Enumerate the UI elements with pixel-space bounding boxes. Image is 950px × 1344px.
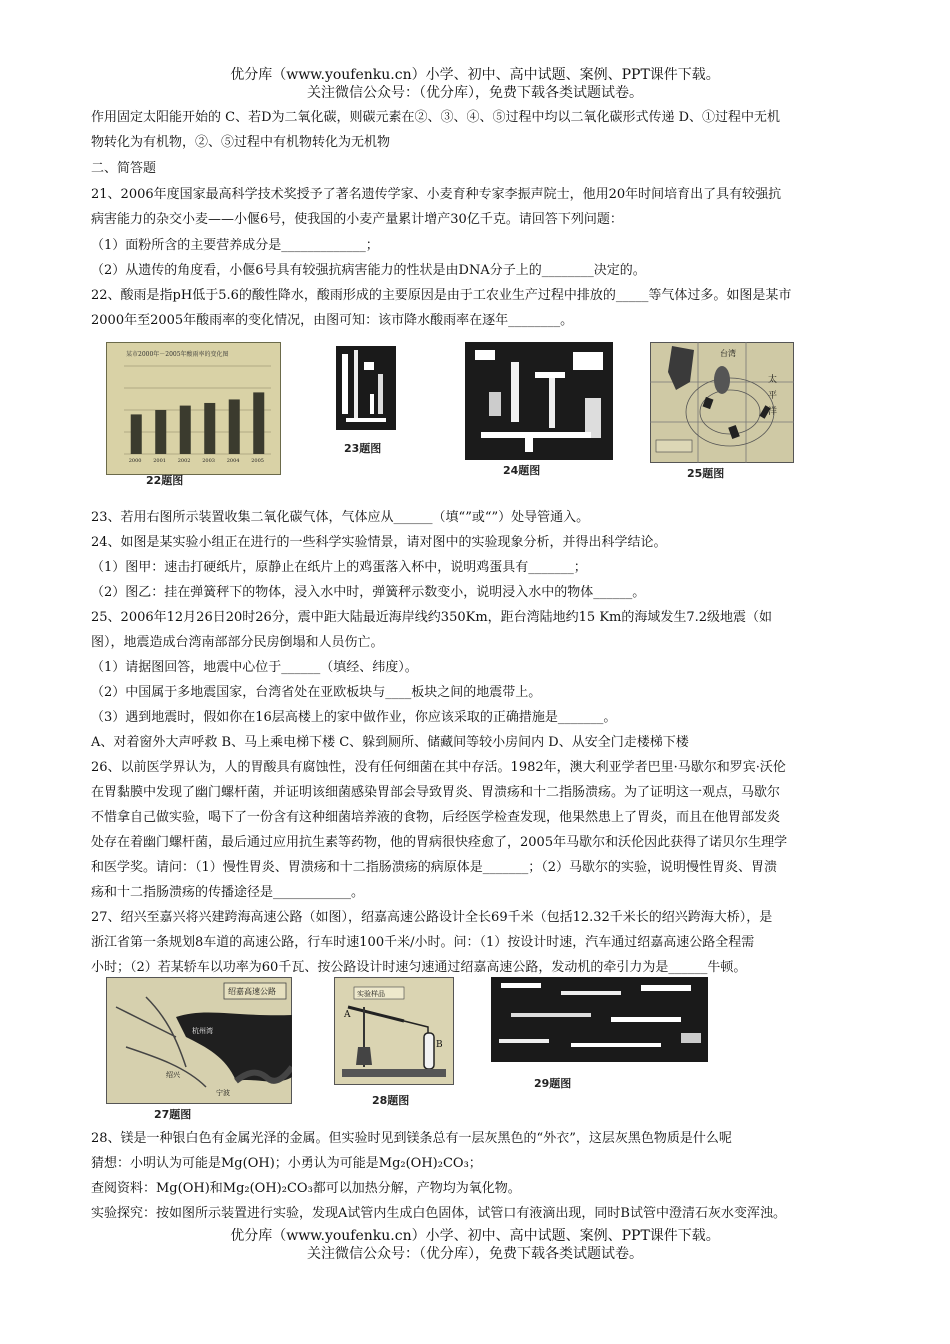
chart-bar-2002 bbox=[180, 406, 191, 454]
tube-label-b: B bbox=[436, 1040, 443, 1050]
text-line: （2）中国属于多地震国家，台湾省处在亚欧板块与____板块之间的地震带上。 bbox=[91, 685, 542, 700]
text-line: （1）图甲：速击打硬纸片，原静止在纸片上的鸡蛋落入杯中，说明鸡蛋具有_______； bbox=[91, 560, 587, 575]
text-line: 浙江省第一条规划8车道的高速公路，行车时速100千米/小时。问：（1）按设计时速，汽车通过绍嘉高速公路全程需 bbox=[91, 935, 755, 950]
text-line: 28、镁是一种银白色有金属光泽的金属。但实验时见到镁条总有一层灰黑色的“外衣”，这层灰黑色物质是什么呢 bbox=[91, 1131, 732, 1146]
text-line: 处存在着幽门螺杆菌，最后通过应用抗生素等药物，他的胃病很快痊愈了，2005年马歇尔和沃伦因此获得了诺贝尔生理学 bbox=[91, 835, 788, 850]
text-line: 26、以前医学界认为，人的胃酸具有腐蚀性，没有任何细菌在其中存活。1982年，澳大利亚学者巴里·马歇尔和罗宾·沃伦 bbox=[91, 760, 786, 775]
figure-29-image bbox=[491, 977, 708, 1062]
map-place-2: 绍兴 bbox=[166, 1071, 180, 1079]
map-label-ocean-3: 洋 bbox=[768, 407, 778, 417]
sample-label: 实验样品 bbox=[357, 990, 385, 998]
tube-label-a: A bbox=[344, 1010, 351, 1020]
map-place-3: 宁波 bbox=[216, 1089, 230, 1097]
chart-tick-label: 2004 bbox=[226, 458, 240, 464]
text-line: （2）从遗传的角度看，小偃6号具有较强抗病害能力的性状是由DNA分子上的________决定的。 bbox=[91, 263, 646, 278]
figure-24-caption: 24题图 bbox=[503, 464, 541, 477]
chart-bar-2005 bbox=[253, 392, 264, 454]
text-line: 22、酸雨是指pH低于5.6的酸性降水，酸雨形成的主要原因是由于工农业生产过程中排放的_____等气体过多。如图是某市 bbox=[91, 288, 792, 303]
text-line: 猜想：小明认为可能是Mg(OH)；小勇认为可能是Mg₂(OH)₂CO₃； bbox=[91, 1156, 482, 1171]
text-line: 不惜拿自己做实验，喝下了一份含有这种细菌培养液的食物，后经医学检查发现，他果然患上了胃炎，而且在他胃部发炎 bbox=[91, 810, 781, 825]
text-line: 和医学奖。请问：（1）慢性胃炎、胃溃疡和十二指肠溃疡的病原体是_______；（2）马歇尔的实验，说明慢性胃炎、胃溃 bbox=[91, 860, 778, 875]
text-line: 2000年至2005年酸雨率的变化情况，由图可知：该市降水酸雨率在逐年________。 bbox=[91, 313, 574, 328]
text-line: 实验探究：按如图所示装置进行实验，发现A试管内生成白色固体，试管口有液滴出现，同时B试管中澄清石灰水变浑浊。 bbox=[91, 1206, 786, 1221]
text-line: （1）面粉所含的主要营养成分是_____________； bbox=[91, 238, 379, 253]
figure-27-caption: 27题图 bbox=[154, 1108, 192, 1121]
text-line: 图），地震造成台湾南部部分民房倒塌和人员伤亡。 bbox=[91, 635, 384, 650]
text-line: 在胃黏膜中发现了幽门螺杆菌，并证明该细菌感染胃部会导致胃炎、胃溃疡和十二指肠溃疡。为了证明这一观点，马歇尔 bbox=[91, 785, 781, 800]
text-line: 作用固定太阳能开始的 C、若D为二氧化碳，则碳元素在②、③、④、⑤过程中均以二氧化碳形式传递 D、①过程中无机 bbox=[91, 110, 781, 125]
figure-22-bar-chart bbox=[106, 342, 281, 475]
figure-25-caption: 25题图 bbox=[687, 467, 725, 480]
map-title: 绍嘉高速公路 bbox=[228, 987, 276, 996]
section-heading: 二、简答题 bbox=[91, 161, 157, 176]
map-label-ocean-1: 太 bbox=[768, 375, 778, 385]
text-line: 小时；（2）若某轿车以功率为60千瓦、按公路设计时速匀速通过绍嘉高速公路，发动机的牵引力为是______牛顿。 bbox=[91, 960, 747, 975]
chart-bar-2003 bbox=[204, 403, 215, 454]
text-line: （1）请据图回答，地震中心位于______（填经、纬度）。 bbox=[91, 660, 418, 675]
text-line: 疡和十二指肠溃疡的传播途径是____________。 bbox=[91, 885, 365, 900]
figure-23-caption: 23题图 bbox=[344, 442, 382, 455]
chart-tick-label: 2001 bbox=[153, 458, 166, 464]
figure-28-caption: 28题图 bbox=[372, 1094, 410, 1107]
text-line: 病害能力的杂交小麦——小偃6号，使我国的小麦产量累计增产30亿千克。请回答下列问题： bbox=[91, 212, 623, 227]
chart-title: 某市2000年－2005年酸雨率的变化图 bbox=[126, 351, 229, 358]
chart-tick-label: 2000 bbox=[128, 458, 142, 464]
footer-line-1: 优分库（www.youfenku.cn）小学、初中、高中试题、案例、PPT课件下载。 bbox=[230, 1228, 720, 1244]
text-line: 24、如图是某实验小组正在进行的一些科学实验情景，请对图中的实验现象分析，并得出科学结论。 bbox=[91, 535, 667, 550]
figure-24-image bbox=[465, 342, 613, 460]
figure-28-apparatus bbox=[334, 977, 454, 1085]
chart-tick-label: 2002 bbox=[177, 458, 191, 464]
text-line: （2）图乙：挂在弹簧秤下的物体，浸入水中时，弹簧秤示数变小，说明浸入水中的物体______。 bbox=[91, 585, 646, 600]
figure-23-image bbox=[334, 344, 398, 432]
header-line-1: 优分库（www.youfenku.cn）小学、初中、高中试题、案例、PPT课件下载。 bbox=[230, 67, 720, 83]
text-line: 查阅资料：Mg(OH)和Mg₂(OH)₂CO₃都可以加热分解，产物均为氧化物。 bbox=[91, 1181, 521, 1196]
text-line: 23、若用右图所示装置收集二氧化碳气体，气体应从______（填“”或“”）处导管通入。 bbox=[91, 510, 590, 525]
text-line: 物转化为有机物，②、⑤过程中有机物转化为无机物 bbox=[91, 135, 391, 150]
text-line: 25、2006年12月26日20时26分，震中距大陆最近海岸线约350Km，距台湾陆地约15 Km的海域发生7.2级地震（如 bbox=[91, 610, 773, 625]
text-line: 27、绍兴至嘉兴将兴建跨海高速公路（如图），绍嘉高速公路设计全长69千米（包括12.32千米长的绍兴跨海大桥），是 bbox=[91, 910, 773, 925]
figure-27-map bbox=[106, 977, 292, 1104]
figure-25-map bbox=[650, 342, 794, 463]
text-line: （3）遇到地震时，假如你在16层高楼上的家中做作业，你应该采取的正确措施是_______。 bbox=[91, 710, 617, 725]
chart-bar-2000 bbox=[131, 414, 142, 454]
figure-22-caption: 22题图 bbox=[146, 474, 184, 487]
text-line: A、对着窗外大声呼救 B、马上乘电梯下楼 C、躲到厕所、储藏间等较小房间内 D、从安全门走楼梯下楼 bbox=[91, 735, 689, 750]
footer-line-2: 关注微信公众号：（优分库），免费下载各类试题试卷。 bbox=[307, 1246, 643, 1262]
chart-tick-label: 2005 bbox=[251, 458, 264, 464]
map-label-taiwan: 台湾 bbox=[720, 349, 736, 358]
chart-tick-label: 2003 bbox=[202, 458, 215, 464]
map-place-1: 杭州湾 bbox=[192, 1027, 213, 1035]
header-line-2: 关注微信公众号：（优分库），免费下载各类试题试卷。 bbox=[307, 85, 643, 101]
chart-bar-2004 bbox=[229, 399, 240, 454]
text-line: 21、2006年度国家最高科学技术奖授予了著名遗传学家、小麦育种专家李振声院士，他用20年时间培育出了具有较强抗 bbox=[91, 187, 782, 202]
figure-29-caption: 29题图 bbox=[534, 1077, 572, 1090]
chart-bar-2001 bbox=[155, 410, 166, 454]
map-label-ocean-2: 平 bbox=[768, 391, 778, 401]
